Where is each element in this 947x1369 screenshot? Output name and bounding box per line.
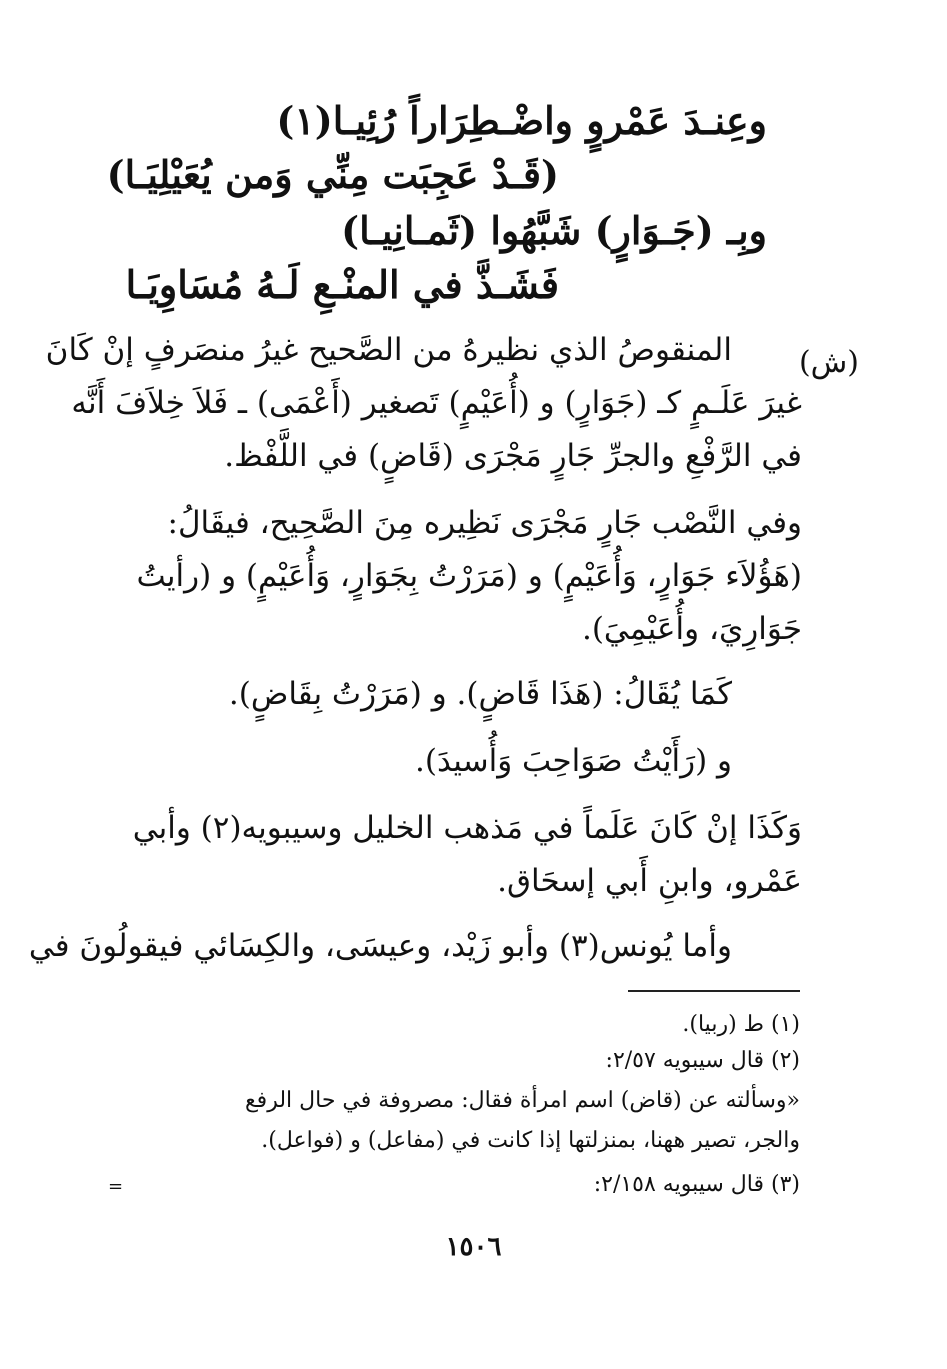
paragraph-2-line-2: (هَؤُلاَء جَوَارٍ، وَأُعَيْمٍ) و (مَرَرْتُ بِجَوَارٍ، وَأُعَيْمٍ) و (رأيتُ (136, 558, 802, 594)
verse-line-1: وعِنـدَ عَمْروٍ واضْـطِرَاراً رُئِيـا(١) (276, 98, 767, 143)
paragraph-2-line-3: جَوَارِيَ، وأُعَيْمِيَ). (581, 611, 802, 647)
footnote-2-quote-line-1: «وسألته عن (قاض) اسم امرأة فقال: مصروفة في حال الرفع (244, 1088, 800, 1113)
footnote-1: (١) ط (ربيا). (682, 1012, 800, 1037)
margin-mark: = (108, 1176, 124, 1197)
paragraph-1-line-3: في الرَّفْعِ والجرِّ جَارٍ مَجْرَى (قَاضٍ) في اللَّفْظ. (224, 438, 802, 474)
verse-line-4: فَشَـذَّ في المنْـعِ لَـهُ مُسَاوِيَـا (125, 262, 559, 307)
verse-line-3: وبِـ (جَـوَارٍ) شَبَّهُوا (ثَمـانِيـا) (341, 208, 767, 253)
verse-line-2: (قَـدْ عَجِبَت مِنِّي وَمن يُعَيْلِيَـا) (106, 152, 559, 197)
paragraph-3-line-1: كَمَا يُقَالُ: (هَذَا قَاضٍ). و (مَرَرْتُ بِقَاضٍ). (228, 676, 732, 712)
footnote-2: (٢) قال سيبويه ٢/٥٧: (605, 1048, 800, 1073)
paragraph-1-line-1: المنقوصُ الذي نظيرهُ من الصَّحيح غيرُ منصَرفٍ إنْ كَانَ (45, 332, 732, 368)
paragraph-6-line-1: وأما يُونس(٣) وأبو زَيْد، وعيسَى، والكِسَائي فيقولُونَ في (28, 928, 732, 964)
footnote-3: (٣) قال سيبويه ٢/١٥٨: (593, 1172, 800, 1197)
paragraph-5-line-1: وَكَذَا إنْ كَانَ عَلَماً في مَذهب الخليل وسيبويه(٢) وأبي (132, 810, 802, 846)
footnote-2-quote-line-2: والجر، تصير ههنا، بمنزلتها إذا كانت في (مفاعل) و (فواعل). (261, 1128, 800, 1153)
paragraph-4-line-1: و (رَأَيْتُ صَوَاحِبَ وَأُسيدَ). (415, 743, 732, 779)
page-number: ١٥٠٦ (445, 1232, 502, 1262)
footnote-separator (628, 990, 800, 992)
commentary-marker: (ش) (798, 345, 859, 380)
paragraph-5-line-2: عَمْرو، وابنِ أَبي إسحَاق. (497, 863, 802, 899)
paragraph-2-line-1: وفي النَّصْب جَارٍ مَجْرَى نَظِيره مِنَ الصَّحِيح، فيقَالُ: (167, 505, 802, 541)
paragraph-1-line-2: غيرَ عَلَـمٍ كـ (جَوَارٍ) و (أُعَيْمٍ) تَصغير (أَعْمَى) ـ فَلاَ خِلاَفَ أَنَّه (71, 385, 802, 421)
